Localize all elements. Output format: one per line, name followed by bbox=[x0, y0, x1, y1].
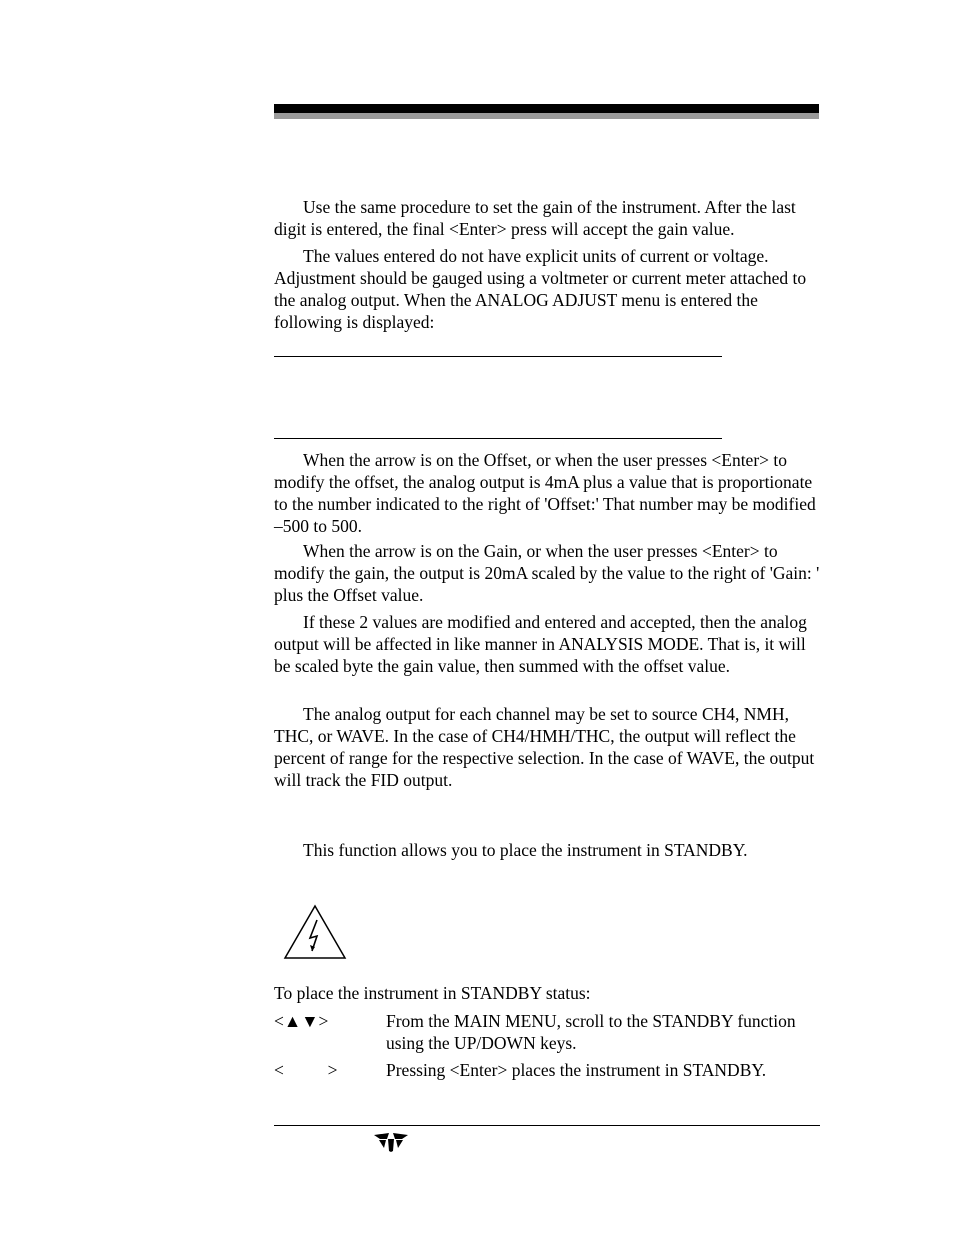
display-bottom-rule bbox=[274, 438, 722, 439]
paragraph-offset: When the arrow is on the Offset, or when the user presses <Enter> to modify the offset, the analog output is 4mA plus a value that is proportionate to the number indicated to the right of 'Offset:' That number may be modified –500 to 500. bbox=[274, 450, 816, 536]
step-text-scroll: From the MAIN MENU, scroll to the STANDBY function using the UP/DOWN keys. bbox=[386, 1011, 796, 1053]
paragraph-gain: When the arrow is on the Gain, or when the user presses <Enter> to modify the gain, the output is 20mA scaled by the value to the right of 'Gain: ' plus the Offset value. bbox=[274, 541, 820, 605]
standby-intro: To place the instrument in STANDBY status: bbox=[274, 983, 591, 1003]
display-top-rule bbox=[274, 356, 722, 357]
step-text-enter: Pressing <Enter> places the instrument in STANDBY. bbox=[386, 1060, 767, 1080]
step-key-arrows: <▲▼> bbox=[274, 1011, 329, 1031]
footer-rule bbox=[274, 1125, 820, 1126]
paragraph-channel-source: The analog output for each channel may be set to source CH4, NMH, THC, or WAVE. In the case of CH4/HMH/THC, the output will reflect the percent of range for the respective selection. In the case of WAVE, the output will track the FID output. bbox=[274, 704, 815, 790]
paragraph-standby-function: This function allows you to place the instrument in STANDBY. bbox=[303, 840, 748, 860]
step-key-enter: < > bbox=[274, 1060, 338, 1080]
electrical-hazard-warning-icon bbox=[283, 904, 347, 960]
paragraph-gain-procedure: Use the same procedure to set the gain of the instrument. After the last digit is entered, the final <Enter> press will accept the gain value. bbox=[274, 197, 796, 239]
paragraph-analysis-mode: If these 2 values are modified and entered and accepted, then the analog output will be affected in like manner in ANALYSIS MODE. That is, it will be scaled byte the gain value, then summed with the offset value. bbox=[274, 612, 807, 676]
header-bar-shadow bbox=[274, 113, 819, 119]
teledyne-logo-icon bbox=[372, 1131, 410, 1153]
paragraph-units: The values entered do not have explicit units of current or voltage. Adjustment should be gauged using a voltmeter or current meter attached to the analog output. When the ANALOG ADJUST menu is entered the following is displayed: bbox=[274, 246, 807, 332]
header-bar bbox=[274, 104, 819, 113]
